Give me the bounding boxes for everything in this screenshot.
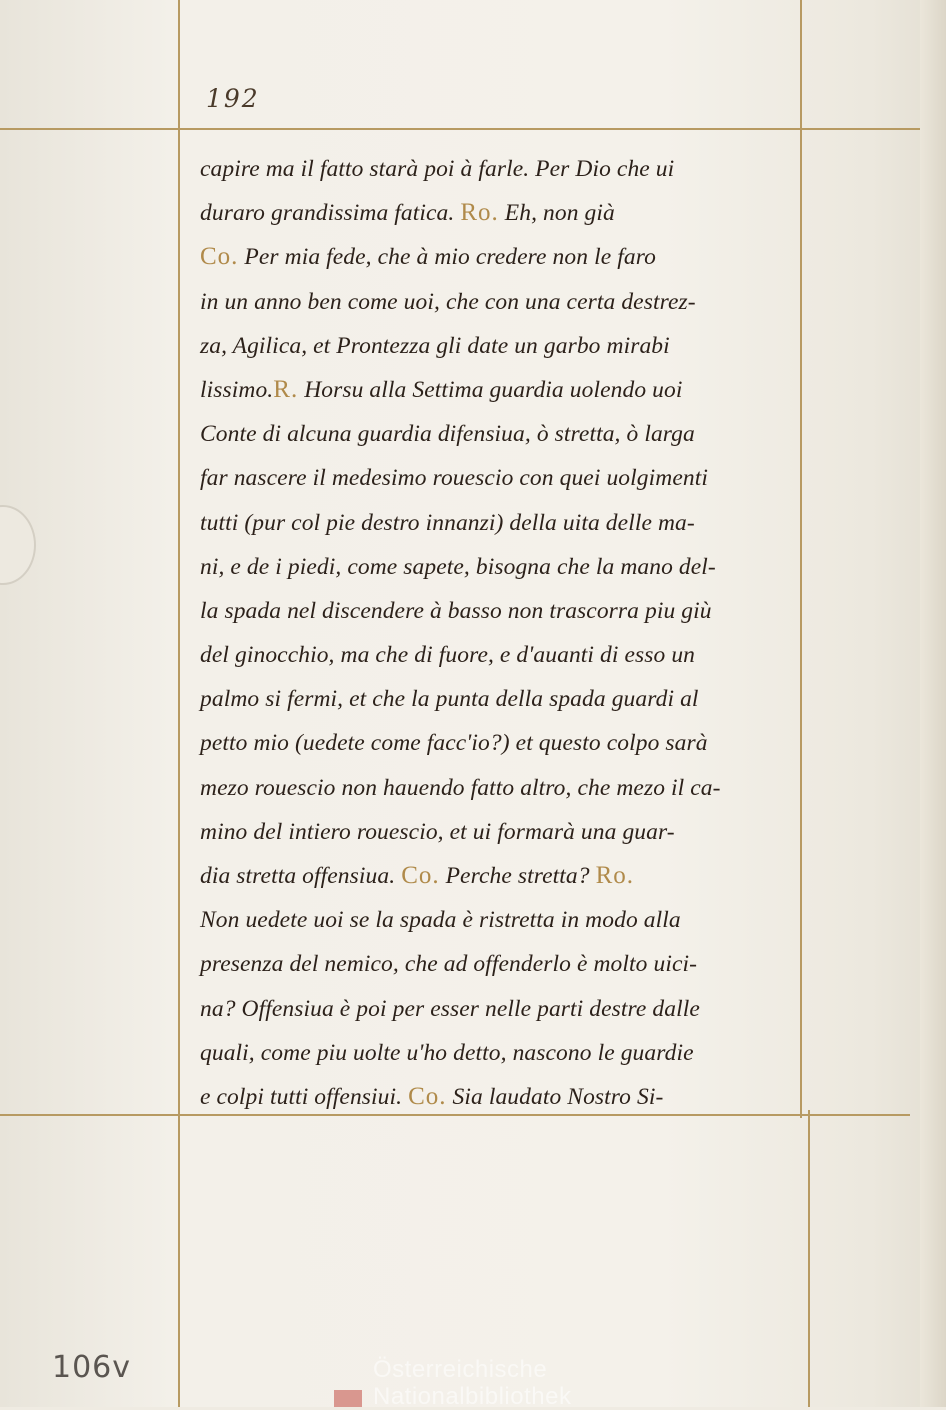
text-segment: petto mio (uedete come facc'io?) et questo colpo sarà [200, 730, 708, 757]
text-segment: tutti (pur col pie destro innanzi) della uita delle ma- [200, 509, 695, 536]
text-line [200, 677, 770, 721]
text-segment: palmo si fermi, et che la punta della spada guardi al [200, 686, 699, 713]
text-segment: Per mia fede, che à mio credere non le faro [238, 244, 656, 271]
text-segment: ni, e de i piedi, come sapete, bisogna che la mano del- [200, 553, 716, 580]
text-line [200, 721, 770, 765]
text-segment: Non uedete uoi se la spada è ristretta in modo alla [200, 907, 681, 934]
watermark-logo [334, 1390, 362, 1407]
speaker-mark: Co. [200, 243, 239, 271]
text-line [200, 147, 770, 191]
text-line [200, 766, 770, 810]
text-line [200, 191, 770, 235]
text-line [200, 1075, 770, 1119]
watermark-line-2: Nationalbibliothek [373, 1383, 572, 1410]
text-segment: capire ma il fatto starà poi à farle. Per Dio che ui [200, 156, 675, 182]
text-line [200, 501, 770, 545]
text-segment: mino del intiero rouescio, et ui formarà una guar- [200, 818, 675, 845]
speaker-mark: Ro. [595, 862, 634, 889]
text-segment: mezo rouescio non hauendo fatto altro, che mezo il ca- [200, 774, 721, 801]
text-segment: Horsu alla Settima guardia uolendo uoi [298, 376, 683, 403]
text-line [200, 280, 770, 324]
text-line [200, 987, 770, 1031]
rule-top [0, 128, 920, 130]
rule-right-lower [808, 1110, 810, 1407]
text-line [200, 942, 770, 986]
text-line [200, 589, 770, 633]
text-segment: na? Offensiua è poi per esser nelle parti destre dalle [200, 995, 700, 1022]
text-line [200, 545, 770, 589]
text-segment: za, Agilica, et Prontezza gli date un garbo mirabi [200, 332, 670, 359]
text-segment: del ginocchio, ma che di fuore, e d'auanti di esso un [200, 642, 696, 669]
speaker-mark: Co. [408, 1082, 447, 1110]
text-segment: Eh, non già [498, 200, 615, 227]
text-segment: presenza del nemico, che ad offenderlo è molto uici- [200, 951, 698, 978]
text-segment: Conte di alcuna guardia difensiua, ò stretta, ò larga [200, 421, 695, 448]
text-line [200, 456, 770, 500]
text-line [200, 235, 770, 279]
shelfmark: 106v [52, 1350, 132, 1385]
text-segment: in un anno ben come uoi, che con una certa destrez- [200, 288, 696, 315]
speaker-mark: R. [273, 375, 299, 403]
speaker-mark: Co. [401, 862, 440, 889]
text-segment: Sia laudato Nostro Si- [446, 1083, 664, 1110]
folio-number: 192 [206, 84, 260, 113]
text-line [200, 1031, 770, 1075]
text-line [200, 412, 770, 456]
speaker-mark: Ro. [460, 199, 499, 227]
text-segment: e colpi tutti offensiui. [200, 1083, 409, 1110]
text-line [200, 368, 770, 412]
text-line [200, 633, 770, 677]
text-segment: quali, come piu uolte u'ho detto, nascono le guardie [200, 1039, 694, 1066]
watermark-line-1: Österreichische [373, 1356, 548, 1383]
text-line [200, 898, 770, 942]
text-segment: far nascere il medesimo rouescio con quei uolgimenti [200, 465, 708, 492]
text-segment: la spada nel discendere à basso non trascorra piu giù [200, 597, 712, 624]
text-segment: dia stretta offensiua. [200, 863, 402, 889]
text-line [200, 810, 770, 854]
text-segment: Perche stretta? [439, 863, 596, 889]
text-segment: lissimo. [200, 376, 274, 403]
page-edge [920, 0, 946, 1407]
text-segment: duraro grandissima fatica. [200, 200, 461, 227]
rule-left-outer [178, 0, 180, 1407]
text-line [200, 854, 770, 898]
library-watermark [373, 1356, 571, 1410]
text-line [200, 324, 770, 368]
rule-right-inner [800, 0, 802, 1118]
manuscript-text [200, 147, 770, 1119]
